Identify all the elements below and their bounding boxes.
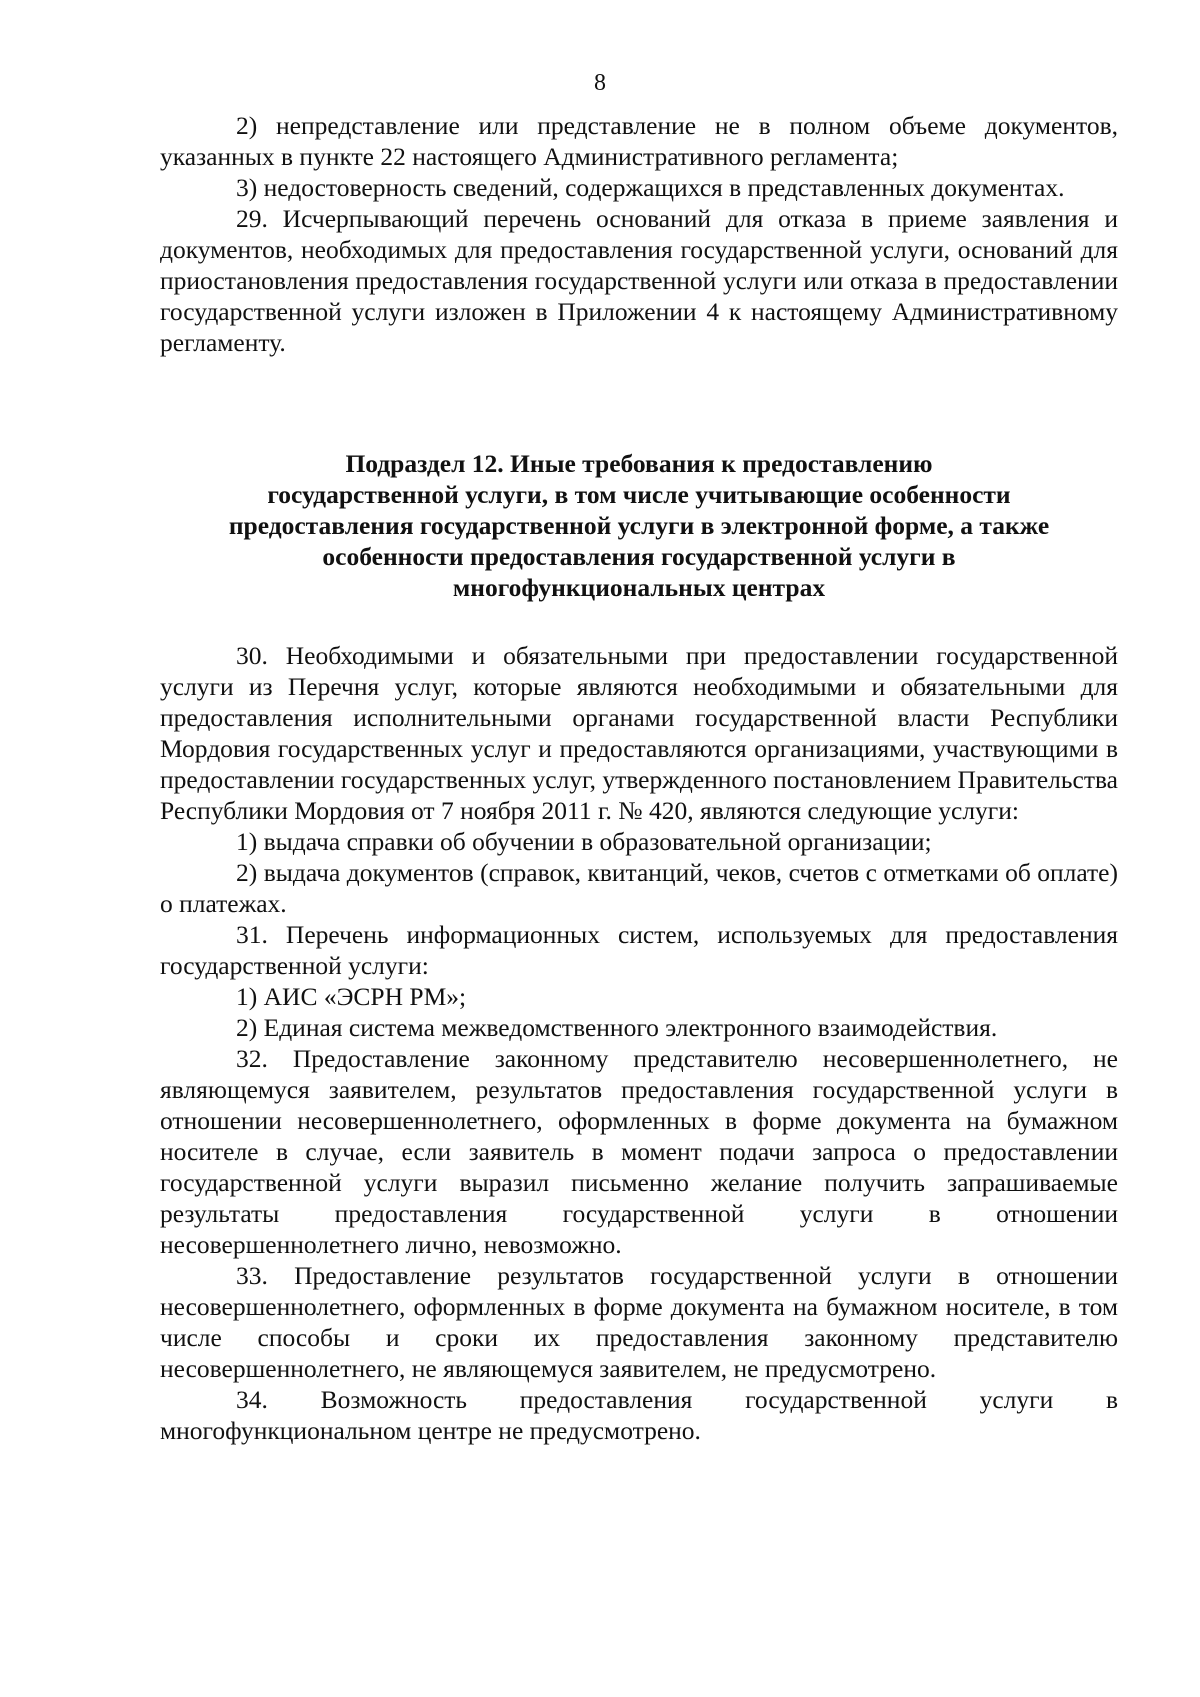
subsection-heading bbox=[160, 448, 1118, 603]
heading-line: особенности предоставления государственной услуги в bbox=[322, 542, 956, 571]
paragraph-34: 34. Возможность предоставления государственной услуги в многофункциональном центре не предусмотрено. bbox=[160, 1385, 1118, 1445]
list-item: 1) выдача справки об обучении в образовательной организации; bbox=[236, 827, 932, 856]
page-number: 8 bbox=[594, 70, 606, 96]
top-section bbox=[160, 110, 1118, 358]
heading-line: многофункциональных центрах bbox=[452, 573, 826, 602]
list-item: 1) АИС «ЭСРН РМ»; bbox=[236, 982, 467, 1011]
list-item: 2) выдача документов (справок, квитанций, чеков, счетов с отметками об оплате) о платежах. bbox=[160, 858, 1118, 918]
paragraph-33: 33. Предоставление результатов государственной услуги в отношении несовершеннолетнего, оформленных в форме документа на бумажном носителе, в том числе способы и сроки их предоставления законному представителю несовершеннолетнего, не являющемуся заявителем, не предусмотрено. bbox=[160, 1261, 1118, 1383]
paragraph-refusal-2: 2) непредставление или представление не в полном объеме документов, указанных в пункте 22 настоящего Административного регламента; bbox=[160, 111, 1118, 171]
paragraph-29: 29. Исчерпывающий перечень оснований для отказа в приеме заявления и документов, необходимых для предоставления государственной услуги, оснований для приостановления предоставления государственной услуги или отказа в предоставлении государственной услуги изложен в Приложении 4 к настоящему Административному регламенту. bbox=[160, 204, 1118, 357]
heading-line: государственной услуги, в том числе учитывающие особенности bbox=[267, 480, 1011, 509]
heading-line: Подраздел 12. Иные требования к предоставлению bbox=[345, 449, 933, 478]
paragraph-30: 30. Необходимыми и обязательными при предоставлении государственной услуги из Перечня услуг, которые являются необходимыми и обязательными для предоставления исполнительными органами государственной власти Республики Мордовия государственных услуг и предоставляются организациями, участвующими в предоставлении государственных услуг, утвержденного постановлением Правительства Республики Мордовия от 7 ноября 2011 г. № 420, являются следующие услуги: bbox=[160, 641, 1118, 825]
body-section bbox=[160, 640, 1118, 1446]
paragraph-32: 32. Предоставление законному представителю несовершеннолетнего, не являющемуся заявителем, результатов предоставления государственной услуги в отношении несовершеннолетнего, оформленных в форме документа на бумажном носителе в случае, если заявитель в момент подачи запроса о предоставлении государственной услуги выразил письменно желание получить запрашиваемые результаты предоставления государственной услуги в отношении несовершеннолетнего лично, невозможно. bbox=[160, 1044, 1118, 1259]
list-item: 2) Единая система межведомственного электронного взаимодействия. bbox=[236, 1013, 998, 1042]
heading-line: предоставления государственной услуги в электронной форме, а также bbox=[228, 511, 1050, 540]
paragraph-31: 31. Перечень информационных систем, используемых для предоставления государственной услуги: bbox=[160, 920, 1118, 980]
paragraph-refusal-3: 3) недостоверность сведений, содержащихся в представленных документах. bbox=[236, 173, 1065, 202]
